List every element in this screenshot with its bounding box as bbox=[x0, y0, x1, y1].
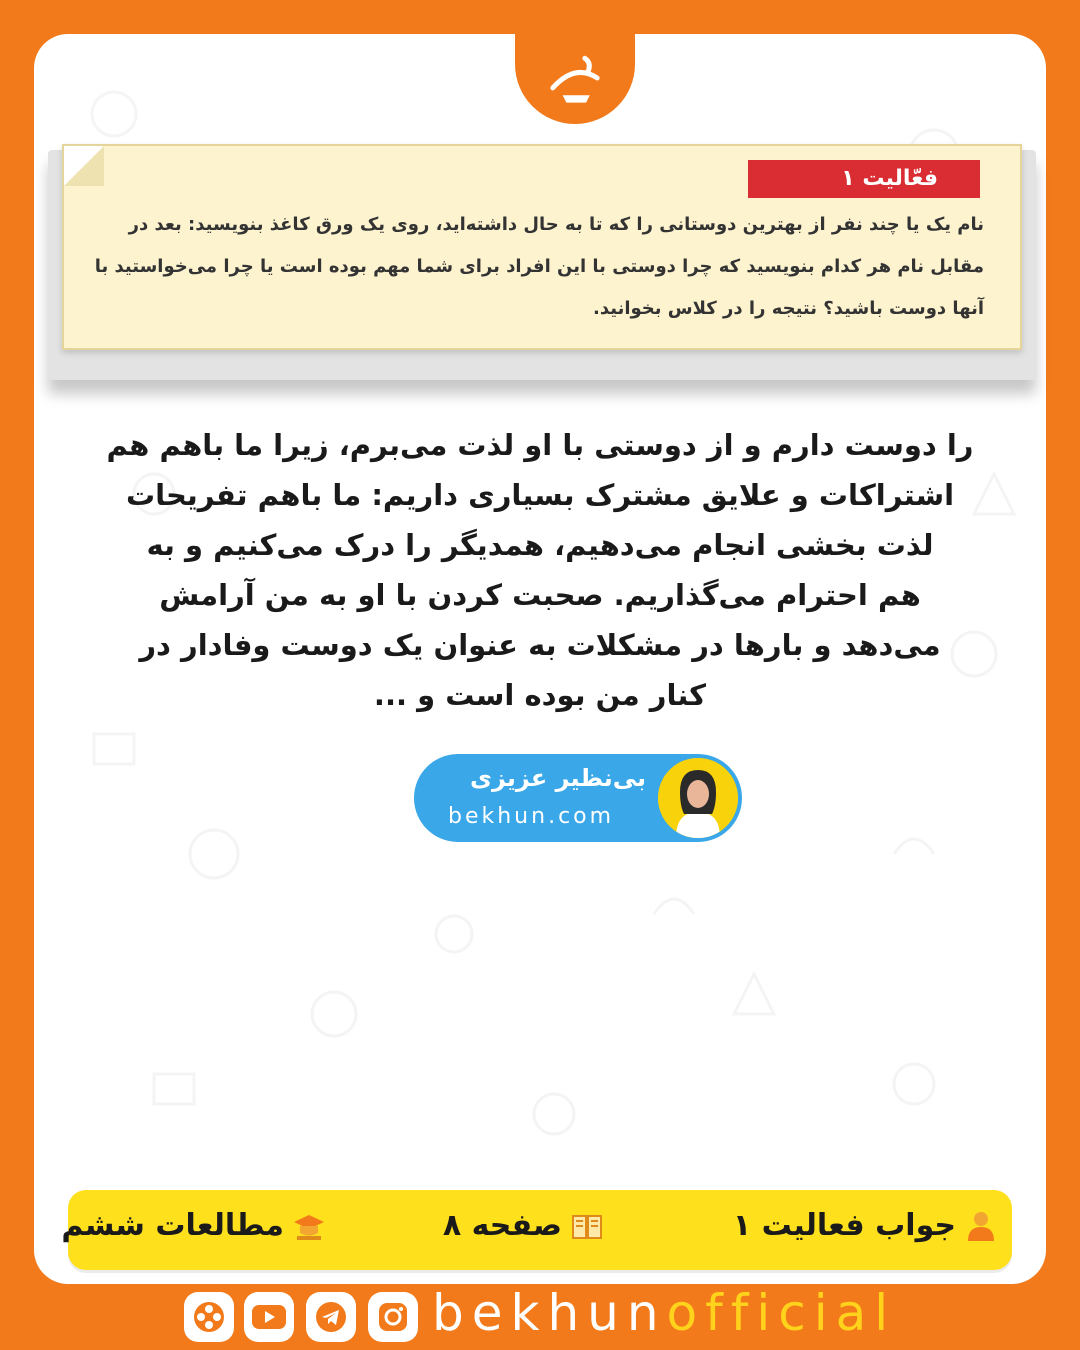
author-name: بی‌نظیر عزیزی bbox=[469, 764, 646, 792]
telegram-icon bbox=[314, 1300, 348, 1334]
answer-line: لذت بخشی انجام می‌دهیم، همدیگر را درک می‌کنیم و به bbox=[146, 528, 934, 562]
activity-card bbox=[62, 144, 1022, 350]
answer-text bbox=[90, 420, 990, 720]
author-badge[interactable] bbox=[414, 754, 742, 842]
brand-handle-part1: bekhun bbox=[432, 1284, 667, 1342]
activity-tag: فعّالیت ۱ bbox=[748, 160, 980, 198]
info-bar bbox=[61, 1190, 1012, 1270]
subject-label: مطالعات ششم bbox=[61, 1208, 284, 1243]
brand-handle-part2: official bbox=[666, 1284, 897, 1342]
page-label: صفحه ۸ bbox=[442, 1208, 562, 1243]
footer bbox=[0, 1284, 1080, 1350]
card-folded-corner bbox=[64, 146, 104, 186]
youtube-button[interactable] bbox=[244, 1292, 294, 1342]
youtube-icon bbox=[251, 1303, 287, 1331]
avatar bbox=[658, 758, 738, 838]
page-label-item bbox=[443, 1208, 604, 1243]
instagram-icon bbox=[376, 1300, 410, 1334]
subject-label-item bbox=[61, 1208, 326, 1243]
answer-label-item bbox=[733, 1208, 998, 1243]
answer-line: اشتراکات و علایق مشترک بسیاری داریم: ما باهم تفریحات bbox=[125, 478, 955, 512]
graduation-cap-icon bbox=[292, 1209, 326, 1243]
author-photo bbox=[658, 758, 738, 838]
film-reel-icon bbox=[192, 1300, 226, 1334]
film-reel-button[interactable] bbox=[184, 1292, 234, 1342]
instagram-button[interactable] bbox=[368, 1292, 418, 1342]
teacher-icon bbox=[964, 1209, 998, 1243]
telegram-button[interactable] bbox=[306, 1292, 356, 1342]
answer-line: را دوست دارم و از دوستی با او لذت می‌برم، زیرا ما باهم هم bbox=[106, 428, 974, 462]
answer-line: هم احترام می‌گذاریم. صحبت کردن با او به من آرامش bbox=[159, 578, 921, 612]
answer-label: جواب فعالیت ۱ bbox=[732, 1208, 956, 1243]
book-icon bbox=[570, 1209, 604, 1243]
logo-icon bbox=[538, 41, 612, 115]
activity-question: نام یک یا چند نفر از بهترین دوستانی را که تا به حال داشته‌اید، روی یک ورق کاغذ بنویسید: بعد در مقابل نام هر کدام بنویسید که چرا دوستی با این افراد برای شما مهم بوده است یا چرا می‌خواستید با آنها دوست باشید؟ نتیجه را در کلاس بخوانید. bbox=[94, 214, 984, 319]
answer-line: می‌دهد و بارها در مشکلات به عنوان یک دوست وفادار در bbox=[139, 628, 941, 662]
author-url[interactable]: bekhun.com bbox=[448, 804, 615, 829]
brand-handle[interactable] bbox=[432, 1284, 896, 1342]
answer-line: کنار من بوده است و ... bbox=[373, 678, 707, 712]
